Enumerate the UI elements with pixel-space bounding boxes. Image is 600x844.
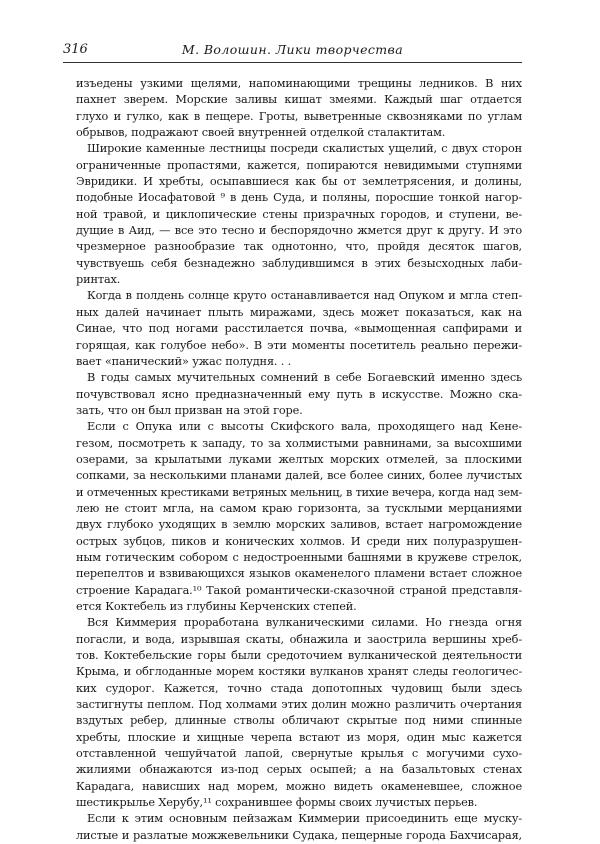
- text-line: гезом, посмотреть к западу, то за холмистыми равнинами, за высохшими: [76, 436, 522, 450]
- page-number: 316: [63, 42, 88, 57]
- text-line: ринтах.: [76, 273, 121, 287]
- text-line: чувствуешь себя безнадежно заблудившимся в этих безысходных лаби-: [76, 256, 522, 270]
- text-line: чрезмерное разнообразие так однотонно, что, пройдя десяток шагов,: [76, 240, 522, 254]
- text-line: Синае, что под ногами расстилается почва, «вымощенная сапфирами и: [76, 322, 522, 336]
- text-line: жилиями обнажаются из-под серых осыпей; а на базальтовых стенах: [76, 763, 522, 777]
- text-line: пахнет зверем. Морские заливы кишат змеями. Каждый шаг отдается: [76, 93, 522, 107]
- text-line: Широкие каменные лестницы посреди скалистых ущелий, с двух сторон: [87, 142, 522, 156]
- text-line: тов. Коктебельские горы были средоточием вулканической деятельности: [76, 649, 522, 663]
- body-text: [76, 76, 522, 844]
- text-line: острых зубцов, пиков и конических холмов. И среди них полуразрушен-: [76, 534, 522, 548]
- text-line: застигнуты пеплом. Под холмами этих долин можно различить очертания: [76, 698, 522, 712]
- text-line: почувствовал ясно предназначенный ему путь в искусстве. Можно ска-: [76, 387, 522, 401]
- text-line: Когда в полдень солнце круто останавливается над Опуком и мгла степ-: [87, 289, 522, 303]
- text-line: Вся Киммерия проработана вулканическими силами. Но гнезда огня: [87, 616, 522, 630]
- text-line: лею не стоит мгла, на самом краю горизонта, за тусклыми мерцаниями: [76, 501, 522, 515]
- text-line: двух глубоко уходящих в землю морских заливов, встает нагромождение: [76, 518, 522, 532]
- text-line: Эвридики. И хребты, осыпавшиеся как бы от землетрясения, и долины,: [76, 175, 522, 189]
- text-line: погасли, и вода, изрывшая скаты, обнажила и заострила вершины хреб-: [76, 632, 522, 646]
- text-line: ным готическим собором с недостроенными башнями в кружеве стрелок,: [76, 550, 522, 564]
- text-line: ных далей начинает плыть миражами, здесь может показаться, как на: [76, 305, 522, 319]
- text-line: перепелтов и взвивающихся языков окаменелого пламени встает сложное: [76, 567, 522, 581]
- text-line: зать, что он был призван на этой горе.: [76, 403, 303, 417]
- text-line: ограниченные пропастями, кажется, попираются невидимыми ступнями: [76, 158, 522, 172]
- text-line: хребты, плоские и хищные черепа встают из моря, один мыс кажется: [76, 730, 522, 744]
- text-line: Карадага, нависших над морем, можно видеть окаменевшее, сложное: [76, 779, 522, 793]
- text-line: и отмеченных крестиками ветряных мельниц, в тихие вечера, когда над зем-: [76, 485, 522, 499]
- text-line: обрывов, подражают своей внутренней отделкой сталактитам.: [76, 126, 446, 140]
- text-line: сопками, за несколькими планами далей, все более синих, более лучистых: [76, 469, 522, 483]
- text-line: листые и разлатые можжевельники Судака, пещерные города Бахчисарая,: [76, 828, 522, 842]
- text-line: горящая, как голубое небо». В эти моменты посетитель реально пережи-: [76, 338, 522, 352]
- text-line: шестикрылье Херубу,¹¹ сохранившее формы своих лучистых перьев.: [76, 796, 478, 810]
- text-line: изъедены узкими щелями, напоминающими трещины ледников. В них: [76, 77, 522, 90]
- text-line: Крыма, и обглоданные морем костяки вулканов хранят следы геологичес-: [76, 665, 522, 679]
- text-line: озерами, за крылатыми луками желтых морских отмелей, за плоскими: [76, 452, 522, 466]
- text-line: вает «панический» ужас полудня. . .: [76, 354, 292, 368]
- text-line: отставленной чешуйчатой лапой, свернутые крылья с могучими сухо-: [76, 747, 522, 761]
- text-line: ких судорог. Кажется, точно стада допотопных чудовищ были здесь: [76, 681, 522, 695]
- text-line: ется Коктебель из глубины Керченских степей.: [76, 600, 357, 613]
- running-head: [63, 42, 522, 58]
- text-line: строение Карадага.¹⁰ Такой романтически-сказочной страной представля-: [76, 583, 522, 597]
- text-line: Если к этим основным пейзажам Киммерии присоединить еще муску-: [87, 812, 522, 826]
- text-line: дущие в Аид, — все это тесно и беспорядочно жмется друг к другу. И это: [76, 224, 522, 238]
- running-title: М. Волошин. Лики творчества: [181, 42, 404, 57]
- text-line: Если с Опука или с высоты Скифского вала, проходящего над Кене-: [87, 420, 522, 434]
- text-line: вздутых ребер, длинные стволы обличают скрытые под ними спинные: [76, 714, 522, 728]
- text-line: В годы самых мучительных сомнений в себе Богаевский именно здесь: [87, 371, 522, 385]
- text-line: глухо и гулко, как в пещере. Гроты, выветренные сквозняками по углам: [76, 109, 522, 123]
- text-line: подобные Иосафатовой ⁹ в день Суда, и поляны, поросшие тонкой нагор-: [76, 191, 522, 205]
- text-line: ной травой, и циклопические стены призрачных городов, и ступени, ве-: [76, 207, 522, 221]
- header-rule: [63, 62, 522, 63]
